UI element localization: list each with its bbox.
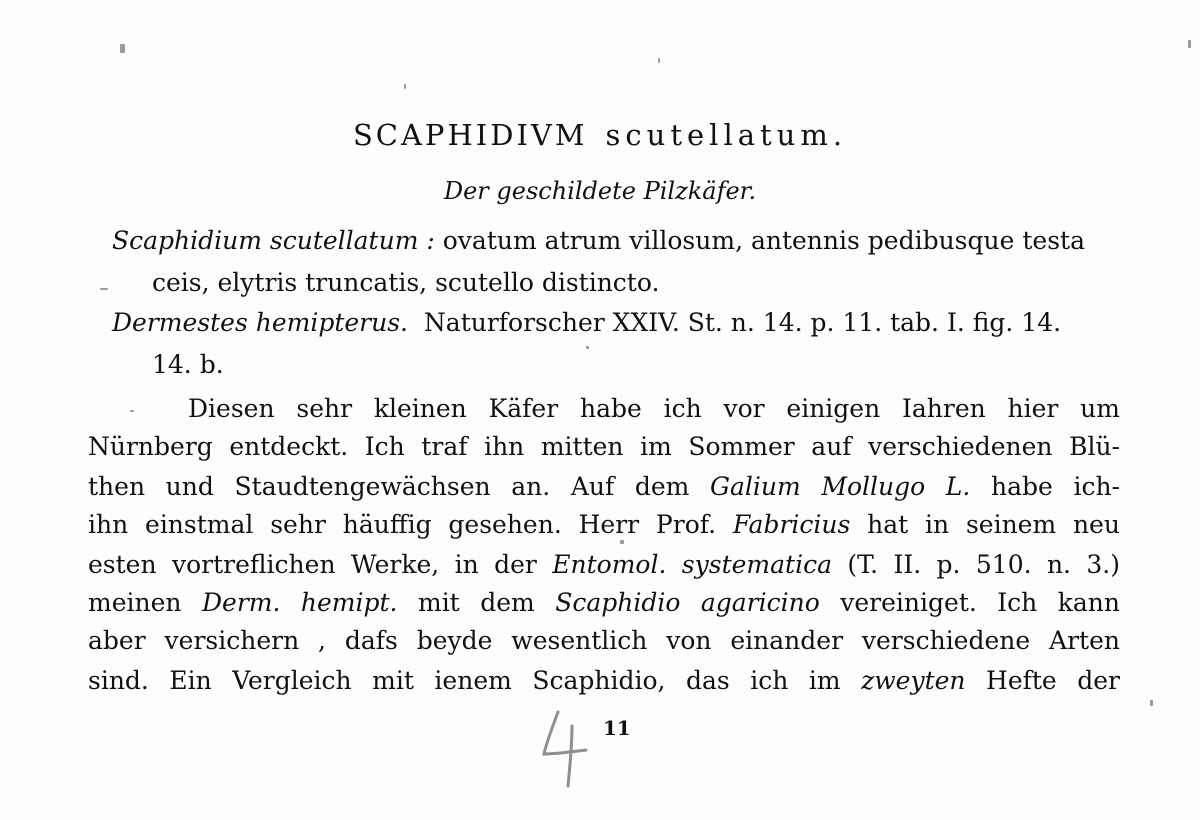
body-text: (T. II. p. 510. n. 3.) bbox=[847, 550, 1120, 579]
page-number: 11 bbox=[603, 716, 631, 740]
body-text: esten vortreflichen Werke, in der bbox=[88, 550, 537, 579]
body-italic: Fabricius bbox=[732, 510, 851, 539]
title-genus: SCAPHIDIVM bbox=[352, 118, 588, 152]
scan-speck bbox=[404, 84, 406, 89]
body-text: ihn einstmal sehr häuffig gesehen. Herr Prof. bbox=[88, 510, 717, 539]
body-line-8 bbox=[88, 666, 1120, 696]
body-text: Nürnberg entdeckt. Ich traf ihn mitten im Sommer auf verschiedenen Blü- bbox=[88, 432, 1120, 461]
body-text: vereiniget. Ich kann bbox=[840, 588, 1120, 617]
body-text: aber versichern , dafs beyde wesentlich von einander verschiedene Arten bbox=[88, 626, 1120, 655]
body-italic: Entomol. systematica bbox=[552, 550, 832, 579]
scan-speck bbox=[658, 58, 660, 63]
body-italic: Scaphidio agaricino bbox=[555, 588, 820, 617]
body-italic: Galium Mollugo L. bbox=[710, 472, 971, 501]
body-line-6 bbox=[88, 588, 1120, 618]
scan-speck bbox=[130, 410, 134, 412]
diagnosis-text-1: ovatum atrum villosum, antennis pedibusque testa bbox=[442, 226, 1085, 255]
scan-speck bbox=[120, 44, 125, 53]
body-line-4 bbox=[88, 510, 1120, 540]
diagnosis-text-2: ceis, elytris truncatis, scutello distincto. bbox=[152, 268, 660, 297]
synonym-line-1 bbox=[112, 308, 1061, 338]
scan-speck bbox=[1150, 700, 1153, 706]
body-line-1 bbox=[188, 394, 1120, 424]
title-species: scutellatum. bbox=[605, 118, 848, 152]
diagnosis-line-2 bbox=[152, 268, 659, 298]
body-line-7 bbox=[88, 626, 1120, 656]
body-text: Hefte der bbox=[986, 666, 1120, 695]
body-text: habe ich- bbox=[991, 472, 1121, 501]
body-text: meinen bbox=[88, 588, 182, 617]
body-line-2 bbox=[88, 432, 1120, 462]
body-text: Diesen sehr kleinen Käfer habe ich vor einigen Iahren hier um bbox=[188, 394, 1120, 423]
synonym-line-2 bbox=[152, 350, 224, 380]
body-text: mit dem bbox=[417, 588, 535, 617]
body-line-5 bbox=[88, 550, 1120, 580]
body-text: sind. Ein Vergleich mit ienem Scaphidio, das ich im bbox=[88, 666, 841, 695]
page-subtitle: Der geschildete Pilzkäfer. bbox=[443, 177, 757, 205]
body-text: hat in seinem neu bbox=[867, 510, 1120, 539]
scan-speck bbox=[620, 540, 624, 544]
body-line-3 bbox=[88, 472, 1120, 502]
diagnosis-name: Scaphidium scutellatum : bbox=[112, 226, 435, 255]
body-italic: Derm. hemipt. bbox=[201, 588, 398, 617]
synonym-ref-1: Naturforscher XXIV. St. n. 14. p. 11. tab. I. fig. 14. bbox=[423, 308, 1062, 337]
body-italic: zweyten bbox=[861, 666, 966, 695]
synonym-name: Dermestes hemipterus. bbox=[112, 308, 409, 337]
page-title bbox=[0, 120, 1200, 150]
handwritten-mark-4 bbox=[538, 706, 594, 790]
scan-speck bbox=[586, 346, 589, 349]
scan-speck bbox=[1188, 40, 1191, 48]
body-text: then und Staudtengewächsen an. Auf dem bbox=[88, 472, 690, 501]
diagnosis-line-1 bbox=[112, 226, 1085, 256]
synonym-ref-2: 14. b. bbox=[152, 350, 224, 379]
scan-speck bbox=[100, 288, 108, 290]
